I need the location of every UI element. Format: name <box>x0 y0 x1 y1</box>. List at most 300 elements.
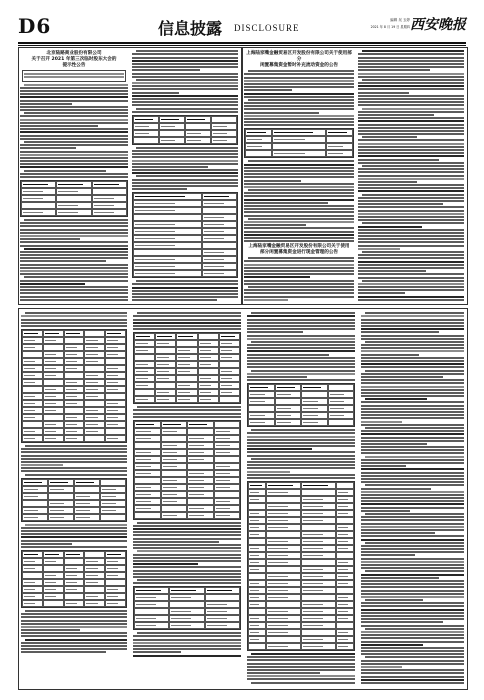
text-line <box>24 84 128 86</box>
table-cell <box>336 636 354 643</box>
text-line <box>133 325 241 327</box>
table-cell <box>248 391 275 398</box>
text-line <box>21 642 127 644</box>
text-line <box>21 448 127 450</box>
text-line <box>132 153 238 155</box>
table-cell <box>248 559 266 566</box>
text-line <box>20 151 128 153</box>
text-line <box>20 232 128 234</box>
table-cell <box>43 586 64 593</box>
editor-line: 编辑 吴 玉婷 <box>390 18 410 22</box>
table-cell <box>202 242 237 249</box>
table-cell <box>161 498 188 505</box>
table-cell <box>336 503 354 510</box>
text-line <box>132 290 238 292</box>
table-cell <box>64 372 85 379</box>
table-cell <box>92 188 127 195</box>
column-6 <box>133 311 241 685</box>
text-line <box>358 270 426 272</box>
text-line <box>20 109 128 111</box>
table-cell <box>159 116 185 123</box>
text-line <box>361 411 464 413</box>
text-line <box>21 322 127 324</box>
text-line <box>361 650 464 652</box>
text-line <box>21 319 127 321</box>
text-line <box>132 98 238 100</box>
table-cell <box>187 463 214 470</box>
text-line <box>361 405 464 407</box>
table-cell <box>21 188 56 195</box>
text-line <box>358 63 464 65</box>
table-cell <box>187 505 214 512</box>
text-line <box>137 550 241 552</box>
text-line <box>361 440 464 442</box>
text-line <box>361 580 464 582</box>
text-line <box>133 554 241 556</box>
text-line <box>21 543 72 545</box>
text-line <box>20 87 128 89</box>
text-line <box>132 156 238 158</box>
text-line <box>132 60 238 62</box>
text-line <box>244 108 354 110</box>
text-line <box>21 620 127 622</box>
table-cell <box>84 358 105 365</box>
text-line <box>361 602 464 604</box>
table-cell <box>84 386 105 393</box>
text-line <box>20 131 128 133</box>
text-line <box>361 395 464 397</box>
announcement-title-line: 北京陆路商业股份有限公司 <box>46 51 102 56</box>
text-line <box>247 659 355 661</box>
table-cell <box>301 559 336 566</box>
text-line <box>133 576 241 578</box>
table-cell <box>134 512 161 519</box>
table-cell <box>64 579 85 586</box>
table-cell <box>159 137 185 144</box>
text-line <box>20 163 128 165</box>
text-line <box>20 292 128 294</box>
table-cell <box>301 573 336 580</box>
table-cell <box>22 558 43 565</box>
text-line <box>365 341 464 343</box>
table-cell <box>336 615 354 622</box>
table-cell <box>185 130 211 137</box>
table-cell <box>84 593 105 600</box>
text-line <box>133 642 241 644</box>
table-cell <box>275 384 302 391</box>
table-cell <box>169 608 204 615</box>
table-cell <box>202 256 237 263</box>
table-cell <box>134 421 161 428</box>
table-cell <box>22 400 43 407</box>
table-cell <box>187 498 214 505</box>
text-line <box>361 634 464 636</box>
text-line <box>358 168 464 170</box>
text-line <box>244 93 354 95</box>
text-line <box>133 328 241 330</box>
table-cell <box>84 351 105 358</box>
table-cell <box>100 514 126 521</box>
table-cell <box>198 340 219 347</box>
table-cell <box>248 643 266 650</box>
text-line <box>361 583 464 585</box>
table-cell <box>43 351 64 358</box>
table-cell <box>84 407 105 414</box>
table-cell <box>214 505 241 512</box>
text-line <box>358 283 464 285</box>
column-3 <box>244 49 354 301</box>
table-cell <box>211 130 237 137</box>
table-cell <box>22 386 43 393</box>
column-5 <box>21 311 127 685</box>
text-line <box>358 143 464 145</box>
text-line <box>132 169 238 171</box>
text-line <box>358 101 464 103</box>
text-line <box>244 164 354 166</box>
text-line <box>248 99 354 101</box>
table-cell <box>301 405 328 412</box>
table-cell <box>248 608 266 615</box>
text-line <box>244 224 306 226</box>
table-cell <box>134 382 155 389</box>
table-cell <box>219 382 240 389</box>
data-table <box>133 420 241 520</box>
column-7 <box>247 311 355 685</box>
text-line <box>362 108 464 110</box>
table-cell <box>155 340 176 347</box>
announcement-title <box>244 244 354 256</box>
text-line <box>365 599 423 601</box>
table-cell <box>336 573 354 580</box>
table-cell <box>202 207 237 214</box>
table-cell <box>185 137 211 144</box>
table-cell <box>22 372 43 379</box>
table-cell <box>219 368 240 375</box>
text-line <box>358 200 464 202</box>
table-cell <box>43 593 64 600</box>
table-cell <box>176 389 197 396</box>
table-cell <box>48 514 74 521</box>
text-line <box>132 95 238 97</box>
table-cell <box>22 344 43 351</box>
text-line <box>361 669 464 671</box>
text-line <box>20 106 128 108</box>
table-cell <box>272 143 326 150</box>
table-cell <box>64 558 85 565</box>
table-cell <box>133 123 159 130</box>
table-cell <box>84 421 105 428</box>
table-cell <box>92 209 127 216</box>
masthead <box>18 14 466 40</box>
table-cell <box>301 398 328 405</box>
table-cell <box>43 579 64 586</box>
table-cell <box>301 391 328 398</box>
table-cell <box>134 375 155 382</box>
text-line <box>20 254 128 256</box>
text-line <box>244 283 354 285</box>
table-cell <box>214 442 241 449</box>
table-cell <box>84 337 105 344</box>
text-line <box>365 484 464 486</box>
text-line <box>136 147 238 149</box>
table-cell <box>301 608 336 615</box>
table-cell <box>187 435 214 442</box>
table-cell <box>198 382 219 389</box>
table-cell <box>248 482 266 489</box>
text-line <box>358 273 464 275</box>
text-line <box>133 563 198 565</box>
announcement-body <box>244 257 354 300</box>
text-line <box>21 536 127 538</box>
table-cell <box>64 365 85 372</box>
text-line <box>133 645 241 647</box>
data-table <box>244 128 354 158</box>
table-cell <box>176 396 197 403</box>
text-line <box>361 529 464 531</box>
text-line <box>358 210 464 212</box>
text-line <box>132 185 238 187</box>
table-cell <box>134 463 161 470</box>
table-cell <box>100 500 126 507</box>
announcement-title-line: 闲置募集资金暂时补充流动资金的公告 <box>259 63 339 68</box>
text-line <box>358 171 464 173</box>
text-line <box>133 534 241 536</box>
text-line <box>244 234 354 236</box>
table-cell <box>84 579 105 586</box>
table-cell <box>133 221 202 228</box>
text-line <box>21 540 127 542</box>
text-line <box>361 354 419 356</box>
text-line <box>361 338 464 340</box>
table-cell <box>105 421 126 428</box>
table-cell <box>64 551 85 558</box>
text-line <box>358 226 422 228</box>
table-cell <box>22 479 48 486</box>
text-line <box>361 475 464 477</box>
table-cell <box>134 498 161 505</box>
table-cell <box>336 531 354 538</box>
text-line <box>358 127 464 129</box>
table-cell <box>187 491 214 498</box>
table-cell <box>74 493 100 500</box>
announcement-body <box>132 280 238 301</box>
text-line <box>361 596 464 598</box>
text-line <box>361 644 423 646</box>
text-line <box>361 424 464 426</box>
table-cell <box>21 209 56 216</box>
table-cell <box>105 586 126 593</box>
table-cell <box>105 565 126 572</box>
text-line <box>358 69 430 71</box>
text-line <box>361 491 464 493</box>
text-line <box>361 500 464 502</box>
text-line <box>361 663 464 665</box>
text-line <box>133 531 241 533</box>
data-table <box>247 481 355 651</box>
text-line <box>358 267 464 269</box>
text-line <box>247 474 355 476</box>
text-line <box>21 530 127 532</box>
text-line <box>20 154 128 156</box>
table-cell <box>336 594 354 601</box>
text-line <box>358 73 464 75</box>
text-line <box>132 293 238 295</box>
table-cell <box>198 354 219 361</box>
table-cell <box>248 384 275 391</box>
data-table <box>20 180 128 217</box>
table-cell <box>43 421 64 428</box>
table-cell <box>301 482 336 489</box>
table-cell <box>100 479 126 486</box>
text-line <box>20 264 128 266</box>
text-line <box>244 227 354 229</box>
text-line <box>361 325 464 327</box>
text-line <box>247 379 355 381</box>
table-cell <box>198 389 219 396</box>
text-line <box>361 545 464 547</box>
text-line <box>132 104 238 106</box>
table-cell <box>105 330 126 337</box>
text-line <box>361 503 464 505</box>
table-cell <box>161 463 188 470</box>
table-cell <box>134 456 161 463</box>
table-cell <box>187 512 214 519</box>
table-cell <box>161 491 188 498</box>
table-cell <box>301 601 336 608</box>
text-line <box>361 551 464 553</box>
table-cell <box>202 221 237 228</box>
table-cell <box>84 330 105 337</box>
table-cell <box>272 136 326 143</box>
table-cell <box>22 379 43 386</box>
table-cell <box>187 484 214 491</box>
text-line <box>244 73 354 75</box>
text-line <box>361 523 464 525</box>
announcement-body <box>20 84 128 178</box>
table-cell <box>22 600 43 607</box>
text-line <box>247 442 355 444</box>
text-line <box>361 676 464 678</box>
text-line <box>244 270 354 272</box>
table-cell <box>336 496 354 503</box>
table-cell <box>105 358 126 365</box>
text-line <box>361 386 464 388</box>
text-line <box>21 461 127 463</box>
text-line <box>133 573 241 575</box>
table-cell <box>187 470 214 477</box>
table-cell <box>134 622 169 629</box>
table-cell <box>248 489 266 496</box>
table-cell <box>43 428 64 435</box>
table-cell <box>22 435 43 442</box>
table-cell <box>43 565 64 572</box>
text-line <box>361 621 443 623</box>
table-cell <box>133 228 202 235</box>
announcement-body <box>244 160 354 242</box>
text-line <box>21 527 127 529</box>
announcement-body <box>132 50 238 113</box>
text-line <box>132 150 238 152</box>
text-line <box>247 344 355 346</box>
table-cell <box>301 580 336 587</box>
announcement-body <box>247 429 355 479</box>
text-line <box>244 167 354 169</box>
table-cell <box>64 351 85 358</box>
text-line <box>361 682 464 684</box>
announcement-body <box>247 312 355 381</box>
text-line <box>247 451 355 453</box>
text-line <box>244 292 354 294</box>
table-cell <box>43 572 64 579</box>
text-line <box>361 567 464 569</box>
table-cell <box>161 421 188 428</box>
table-cell <box>64 586 85 593</box>
table-cell <box>185 116 211 123</box>
table-cell <box>301 510 336 517</box>
table-cell <box>48 493 74 500</box>
text-line <box>358 76 464 78</box>
text-line <box>361 666 402 668</box>
table-cell <box>43 358 64 365</box>
text-line <box>21 613 127 615</box>
table-cell <box>301 524 336 531</box>
table-cell <box>155 347 176 354</box>
text-line <box>361 414 464 416</box>
table-cell <box>301 496 336 503</box>
table-cell <box>43 400 64 407</box>
table-cell <box>301 412 328 419</box>
text-line <box>247 461 355 463</box>
table-cell <box>328 419 355 426</box>
table-cell <box>219 361 240 368</box>
text-line <box>25 639 127 641</box>
text-line <box>361 618 464 620</box>
text-line <box>361 452 464 454</box>
table-cell <box>266 566 301 573</box>
text-line <box>361 605 464 607</box>
table-cell <box>21 202 56 209</box>
text-line <box>361 574 464 576</box>
table-cell <box>56 195 91 202</box>
text-line <box>244 173 354 175</box>
table-cell <box>22 500 48 507</box>
table-cell <box>155 396 176 403</box>
table-cell <box>198 375 219 382</box>
text-line <box>132 69 200 71</box>
table-cell <box>301 552 336 559</box>
text-line <box>365 370 464 372</box>
text-line <box>244 299 288 301</box>
table-cell <box>92 181 127 188</box>
table-cell <box>105 435 126 442</box>
text-line <box>132 111 238 113</box>
text-line <box>132 283 238 285</box>
table-cell <box>155 382 176 389</box>
text-line <box>362 251 464 253</box>
table-cell <box>92 195 127 202</box>
table-cell <box>266 531 301 538</box>
text-line <box>251 653 355 655</box>
table-cell <box>266 573 301 580</box>
table-cell <box>326 136 353 143</box>
table-cell <box>105 593 126 600</box>
table-cell <box>202 270 237 277</box>
table-cell <box>43 600 64 607</box>
text-line <box>358 155 464 157</box>
table-cell <box>105 600 126 607</box>
text-line <box>358 130 464 132</box>
table-cell <box>84 400 105 407</box>
